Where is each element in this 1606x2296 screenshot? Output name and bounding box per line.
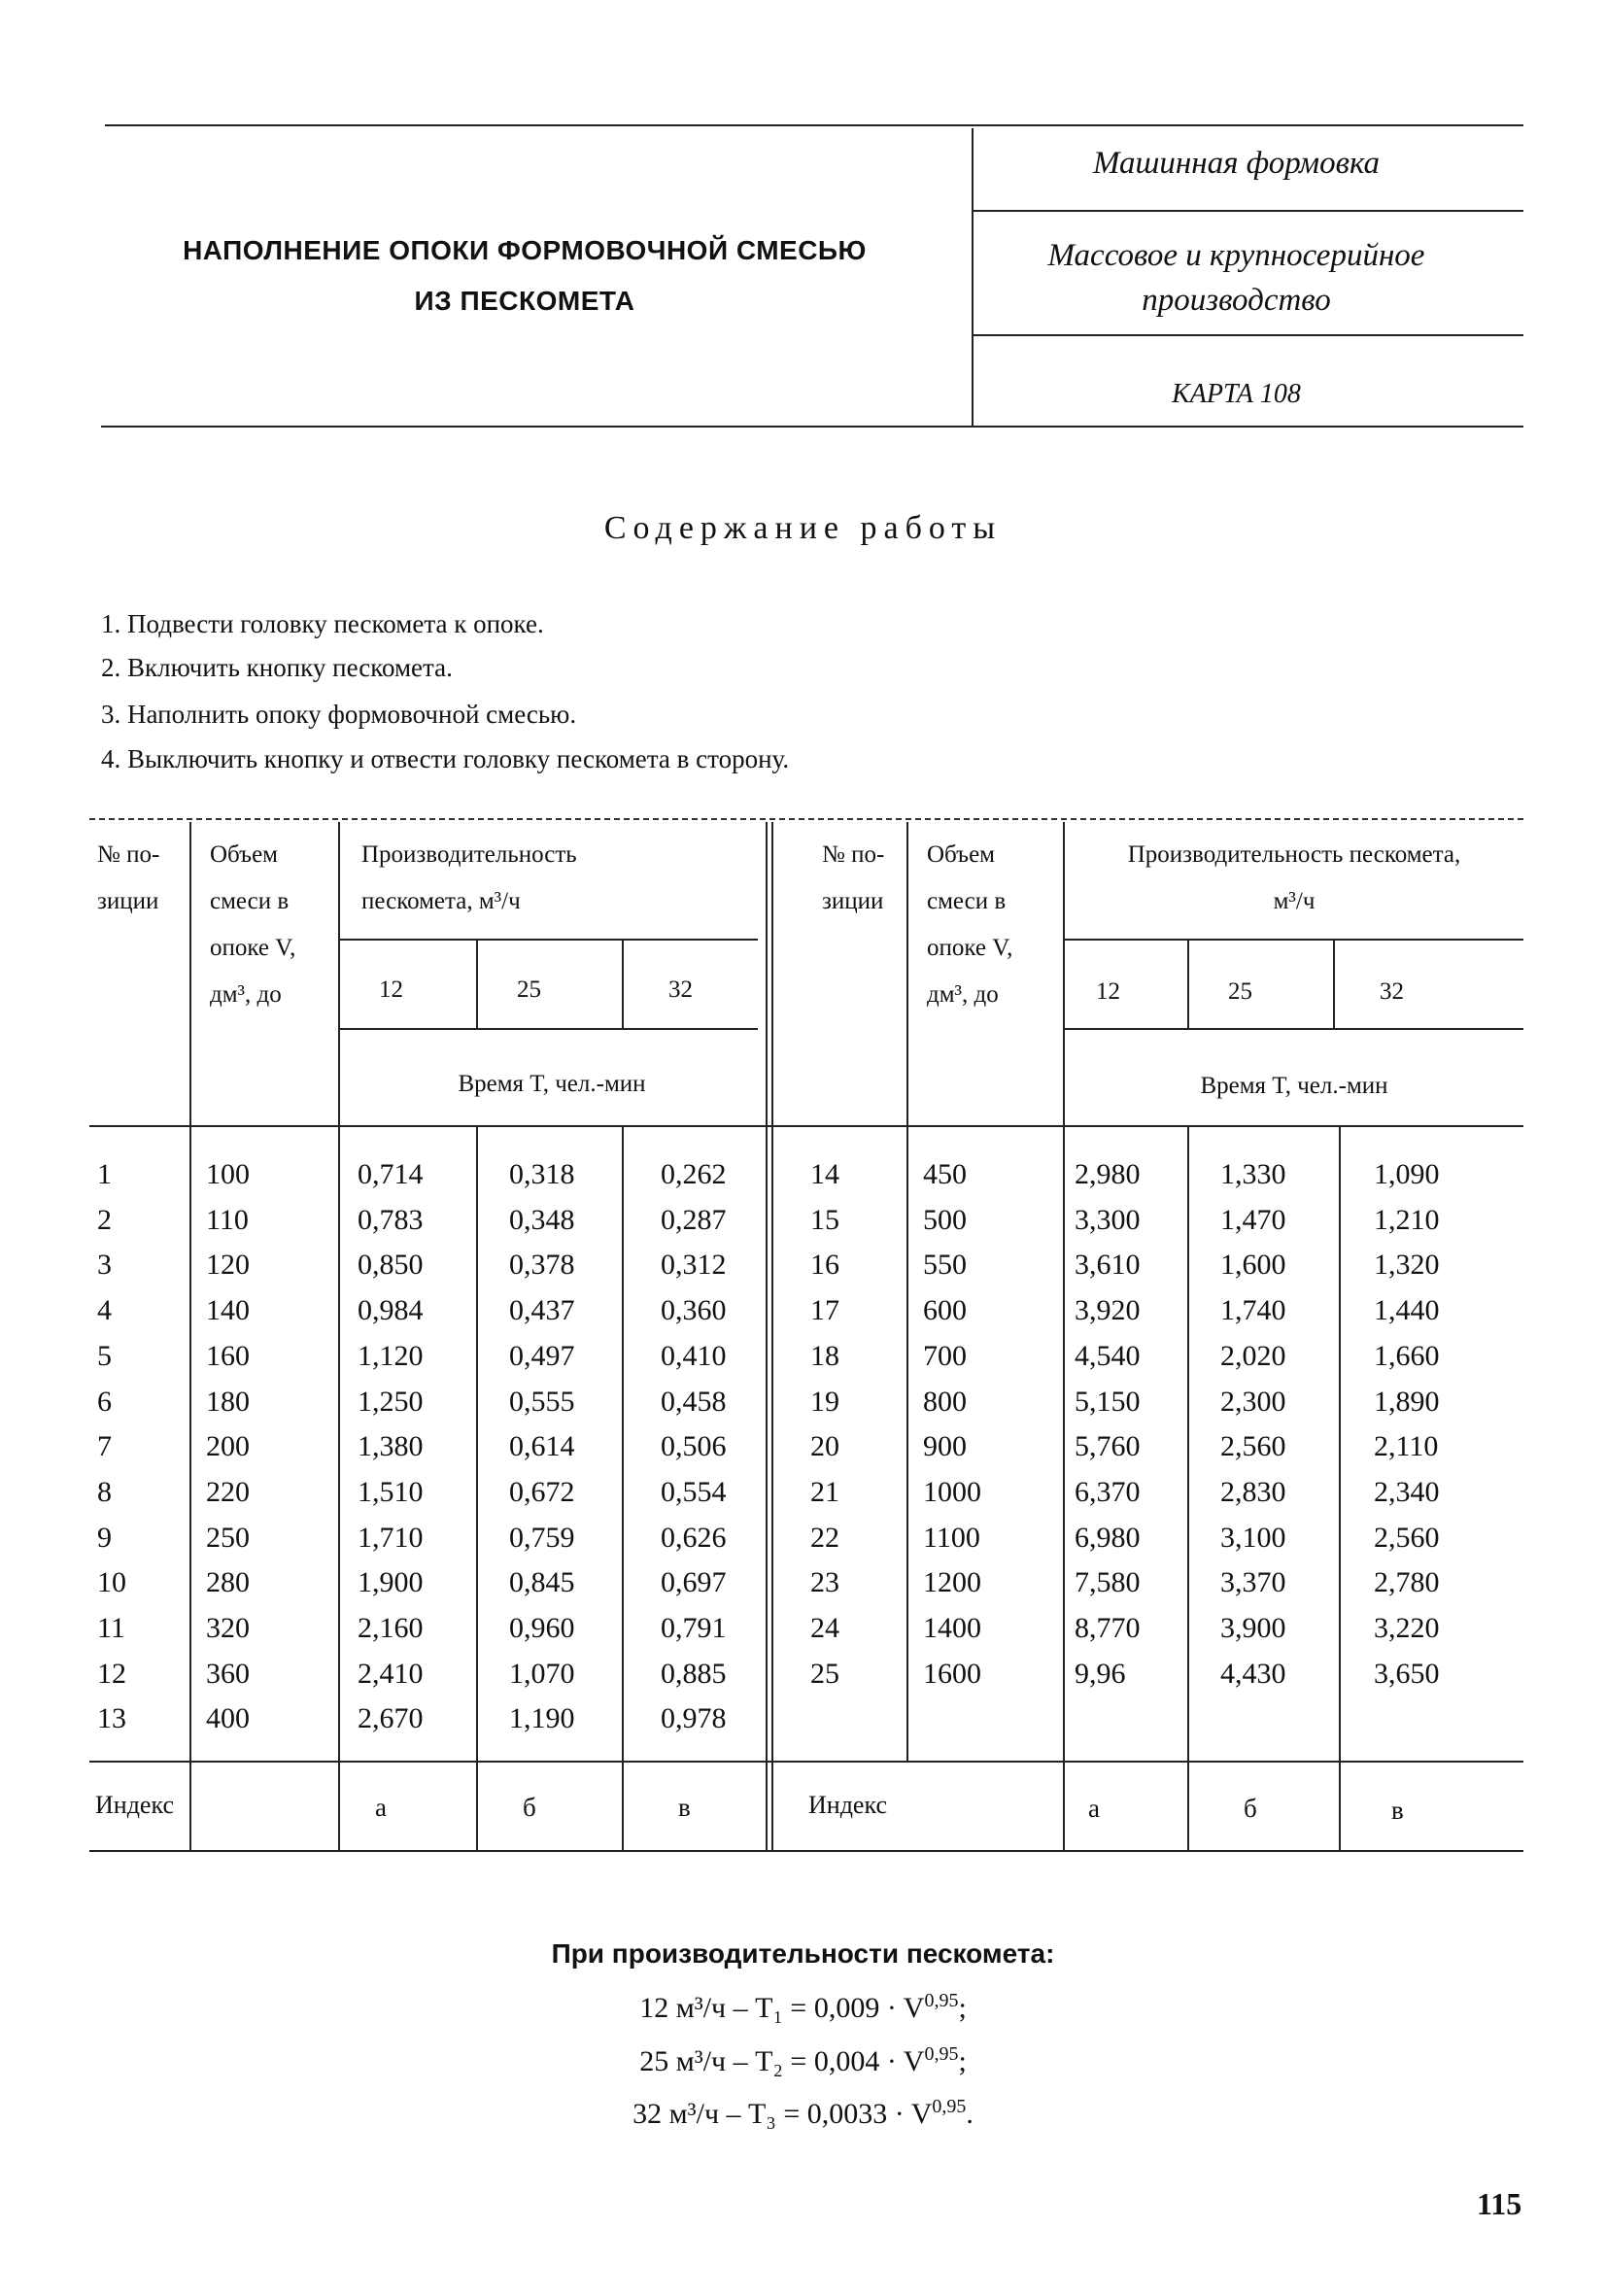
cell-time-c: 0,312 [661,1249,727,1282]
cell-position: 10 [97,1566,126,1599]
cell-time-b: 1,740 [1220,1294,1286,1327]
cell-time-a: 0,783 [358,1203,424,1236]
cell-time-b: 0,960 [509,1612,575,1644]
cell-time-a: 5,150 [1075,1385,1141,1418]
cell-time-a: 1,380 [358,1430,424,1463]
time-label-right: Время T, чел.-мин [1200,1073,1388,1099]
cell-time-c: 0,978 [661,1702,727,1735]
header-text: зиции [822,888,884,914]
table-body-bottom-rule [89,1761,1523,1763]
cell-position: 12 [97,1657,126,1690]
formula-exponent: 0,95 [924,2043,959,2065]
header-text: смеси в [927,888,1007,914]
cell-time-c: 0,410 [661,1339,727,1372]
index-c: в [678,1793,691,1822]
cell-position: 19 [810,1385,839,1418]
cell-time-c: 0,287 [661,1203,727,1236]
right-perf-rule [1065,939,1523,941]
cell-volume: 200 [206,1430,250,1463]
col-header-position [97,832,159,925]
cell-time-a: 9,96 [1075,1657,1126,1690]
cell-time-c: 0,554 [661,1475,727,1508]
card-number: КАРТА 108 [1172,379,1301,409]
formula-text: 32 м³/ч – T₃ = 0,0033 · V [632,2098,933,2130]
cell-volume: 700 [923,1339,967,1372]
header-text: Производительность пескомета, [1127,841,1461,868]
cell-time-a: 1,710 [358,1521,424,1554]
col-rule [1187,1127,1189,1850]
cell-time-b: 0,845 [509,1566,575,1599]
col-header-volume [210,832,295,1018]
step-item: 1. Подвести головку пескомета к опоке. [101,609,544,638]
col-rule [476,1127,478,1850]
cell-volume: 1100 [923,1521,980,1554]
cell-volume: 550 [923,1249,967,1282]
cell-position: 16 [810,1249,839,1282]
cell-time-c: 3,650 [1374,1657,1440,1690]
content-title: Содержание работы [603,510,1003,546]
category-label: Машинная формовка [1092,146,1381,181]
cell-time-c: 1,890 [1374,1385,1440,1418]
cell-time-a: 2,670 [358,1702,424,1735]
cell-time-b: 0,555 [509,1385,575,1418]
formula-text: 25 м³/ч – T₂ = 0,004 · V [639,2045,925,2077]
cell-time-a: 1,250 [358,1385,424,1418]
cell-position: 22 [810,1521,839,1554]
col-rule [189,822,191,1850]
header-text: № по- [97,841,160,868]
cell-position: 20 [810,1430,839,1463]
cell-volume: 800 [923,1385,967,1418]
cell-time-b: 0,318 [509,1158,575,1190]
formula-end: . [966,2098,974,2130]
cell-time-a: 3,300 [1075,1203,1141,1236]
col-header-volume-right [927,832,1012,1018]
cell-time-b: 1,600 [1220,1249,1286,1282]
cell-time-c: 3,220 [1374,1612,1440,1644]
formula-1 [0,1990,1606,2025]
formula-text: 12 м³/ч – T₁ = 0,009 · V [639,1992,925,2024]
perf-25-header-right: 25 [1228,978,1252,1005]
cell-volume: 220 [206,1475,250,1508]
cell-position: 11 [97,1612,125,1644]
formula-title: При производительности пескомета: [551,1938,1055,1969]
col-rule [1333,941,1335,1028]
formula-3 [0,2096,1606,2131]
cell-time-c: 0,626 [661,1521,727,1554]
cell-time-a: 2,410 [358,1657,424,1690]
cell-time-b: 2,300 [1220,1385,1286,1418]
cell-position: 25 [810,1657,839,1690]
header-text: опоке V, [210,935,296,961]
index-b: б [523,1793,536,1822]
formula-2 [0,2043,1606,2078]
cell-time-a: 6,980 [1075,1521,1141,1554]
header-rule-2 [974,334,1523,336]
index-label: Индекс [95,1791,174,1819]
cell-volume: 1400 [923,1612,981,1644]
step-item: 4. Выключить кнопку и отвести головку пескомета в сторону. [101,744,790,773]
cell-time-a: 0,850 [358,1249,424,1282]
header-bottom-rule [101,426,1523,428]
page-title [97,225,952,326]
perf-12-header: 12 [379,977,403,1003]
cell-time-b: 1,470 [1220,1203,1286,1236]
cell-time-a: 2,160 [358,1612,424,1644]
col-rule [476,941,478,1028]
cell-time-a: 5,760 [1075,1430,1141,1463]
cell-position: 15 [810,1203,839,1236]
cell-volume: 1000 [923,1475,981,1508]
cell-volume: 400 [206,1702,250,1735]
cell-position: 21 [810,1475,839,1508]
cell-time-a: 0,984 [358,1294,424,1327]
cell-time-b: 2,830 [1220,1475,1286,1508]
cell-position: 3 [97,1249,112,1282]
col-rule [338,822,340,1850]
cell-time-a: 0,714 [358,1158,424,1190]
col-rule [906,822,908,1761]
time-label-left: Время T, чел.-мин [458,1071,646,1097]
cell-time-a: 1,120 [358,1339,424,1372]
cell-time-c: 0,697 [661,1566,727,1599]
cell-volume: 160 [206,1339,250,1372]
header-text: опоке V, [927,935,1013,961]
cell-time-b: 1,070 [509,1657,575,1690]
left-perf-rule [338,939,758,941]
left-perf-rule-2 [338,1028,758,1030]
table-top-rule [89,818,1523,820]
cell-volume: 100 [206,1158,250,1190]
header-top-rule [105,124,1523,126]
header-text: смеси в [210,888,290,914]
header-text: дм³, до [927,981,999,1008]
cell-time-a: 1,900 [358,1566,424,1599]
cell-volume: 180 [206,1385,250,1418]
table-bottom-rule [89,1850,1523,1852]
header-rule-1 [974,210,1523,212]
formula-end: ; [958,1992,967,2024]
center-double-rule [766,822,768,1850]
cell-time-a: 8,770 [1075,1612,1141,1644]
col-rule [1063,822,1065,1850]
step-item: 2. Включить кнопку пескомета. [101,653,453,682]
header-text: Объем [210,841,278,868]
cell-time-c: 2,110 [1374,1430,1439,1463]
index-label-right: Индекс [808,1791,887,1819]
perf-32-header: 32 [668,977,693,1003]
cell-position: 2 [97,1203,112,1236]
cell-position: 13 [97,1702,126,1735]
cell-time-b: 2,560 [1220,1430,1286,1463]
cell-volume: 1600 [923,1657,981,1690]
col-rule [1339,1127,1341,1850]
right-perf-rule-2 [1065,1028,1523,1030]
col-rule [622,1127,624,1850]
cell-time-b: 3,370 [1220,1566,1286,1599]
cell-position: 4 [97,1294,112,1327]
cell-time-a: 4,540 [1075,1339,1141,1372]
col-rule [622,941,624,1028]
cell-time-c: 1,660 [1374,1339,1440,1372]
page-title-line2: ИЗ ПЕСКОМЕТА [414,286,635,316]
cell-volume: 140 [206,1294,250,1327]
index-b-right: б [1244,1794,1257,1823]
cell-time-b: 1,330 [1220,1158,1286,1190]
header-text: Производительность [361,841,577,868]
cell-volume: 1200 [923,1566,981,1599]
cell-time-c: 1,090 [1374,1158,1440,1190]
cell-time-a: 3,610 [1075,1249,1141,1282]
page-title-line1: НАПОЛНЕНИЕ ОПОКИ ФОРМОВОЧНОЙ СМЕСЬЮ [183,235,867,265]
header-text: Объем [927,841,995,868]
formula-end: ; [958,2045,967,2077]
cell-position: 17 [810,1294,839,1327]
cell-time-c: 1,320 [1374,1249,1440,1282]
cell-position: 18 [810,1339,839,1372]
header-text: дм³, до [210,981,282,1008]
cell-position: 5 [97,1339,112,1372]
cell-volume: 450 [923,1158,967,1190]
perf-12-header-right: 12 [1096,978,1120,1005]
cell-time-c: 0,458 [661,1385,727,1418]
cell-time-c: 2,560 [1374,1521,1440,1554]
center-double-rule [771,822,773,1850]
perf-32-header-right: 32 [1380,978,1404,1005]
cell-time-b: 3,100 [1220,1521,1286,1554]
cell-position: 6 [97,1385,112,1418]
cell-time-a: 6,370 [1075,1475,1141,1508]
col-rule [1187,941,1189,1028]
header-text: м³/ч [1273,888,1316,914]
cell-volume: 110 [206,1203,249,1236]
cell-position: 1 [97,1158,112,1190]
cell-time-b: 0,437 [509,1294,575,1327]
cell-time-b: 0,497 [509,1339,575,1372]
perf-25-header: 25 [517,977,541,1003]
index-a-right: а [1088,1794,1100,1823]
col-header-position-right [822,832,884,925]
cell-volume: 900 [923,1430,967,1463]
step-item: 3. Наполнить опоку формовочной смесью. [101,700,577,729]
cell-time-b: 0,614 [509,1430,575,1463]
index-c-right: в [1391,1796,1404,1825]
cell-time-c: 0,262 [661,1158,727,1190]
cell-time-b: 0,378 [509,1249,575,1282]
cell-volume: 120 [206,1249,250,1282]
cell-position: 9 [97,1521,112,1554]
header-text: зиции [97,888,159,914]
cell-time-b: 0,348 [509,1203,575,1236]
formula-exponent: 0,95 [932,2096,967,2117]
cell-time-a: 1,510 [358,1475,424,1508]
cell-time-c: 2,780 [1374,1566,1440,1599]
cell-time-c: 1,210 [1374,1203,1440,1236]
cell-time-c: 0,885 [661,1657,727,1690]
table-header-bottom-rule [89,1125,1523,1127]
cell-time-b: 2,020 [1220,1339,1286,1372]
cell-time-b: 1,190 [509,1702,575,1735]
cell-time-a: 3,920 [1075,1294,1141,1327]
page-number: 115 [1477,2186,1522,2221]
cell-position: 14 [810,1158,839,1190]
cell-volume: 250 [206,1521,250,1554]
index-a: а [375,1793,387,1822]
cell-volume: 280 [206,1566,250,1599]
cell-time-c: 1,440 [1374,1294,1440,1327]
cell-time-c: 2,340 [1374,1475,1440,1508]
header-text: пескомета, м³/ч [361,888,521,914]
cell-position: 24 [810,1612,839,1644]
col-header-performance [361,832,577,925]
cell-time-b: 0,672 [509,1475,575,1508]
cell-position: 7 [97,1430,112,1463]
cell-time-b: 0,759 [509,1521,575,1554]
cell-time-a: 2,980 [1075,1158,1141,1190]
production-line2: производство [1142,283,1331,318]
formula-exponent: 0,95 [924,1990,959,2011]
cell-time-c: 0,791 [661,1612,727,1644]
cell-volume: 360 [206,1657,250,1690]
header-text: № по- [822,841,885,868]
cell-volume: 320 [206,1612,250,1644]
production-line1: Массовое и крупносерийное [1047,238,1425,273]
cell-time-a: 7,580 [1075,1566,1141,1599]
cell-volume: 600 [923,1294,967,1327]
cell-volume: 500 [923,1203,967,1236]
cell-time-c: 0,360 [661,1294,727,1327]
cell-time-c: 0,506 [661,1430,727,1463]
cell-time-b: 4,430 [1220,1657,1286,1690]
cell-position: 23 [810,1566,839,1599]
cell-position: 8 [97,1475,112,1508]
col-header-performance-right [1065,832,1523,925]
cell-time-b: 3,900 [1220,1612,1286,1644]
production-type [972,233,1501,323]
